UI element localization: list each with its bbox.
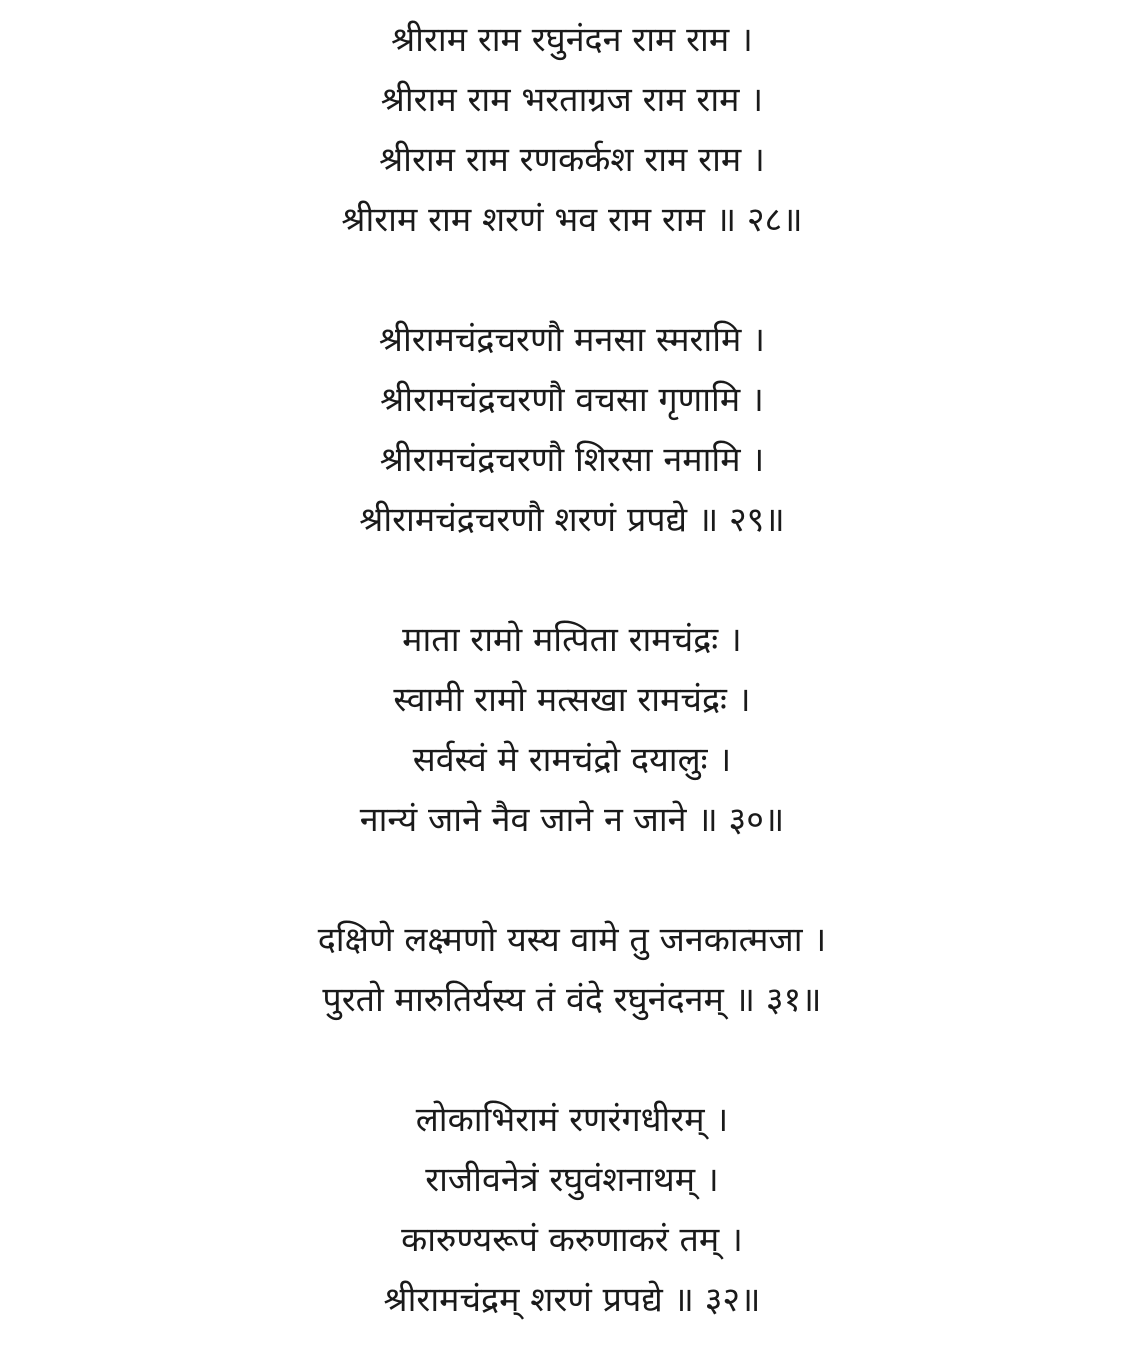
verse-line: नान्यं जाने नैव जाने न जाने ॥ ३०॥: [359, 800, 785, 840]
verse-line: पुरतो मारुतिर्यस्य तं वंदे रघुनंदनम् ॥ ३१॥: [322, 980, 822, 1020]
verse-line: श्रीराम राम रघुनंदन राम राम ।: [391, 20, 753, 60]
verse-line: राजीवनेत्रं रघुवंशनाथम् ।: [425, 1160, 719, 1200]
verse-line: श्रीरामचंद्रचरणौ मनसा स्मरामि ।: [378, 320, 766, 360]
verse-line: दक्षिणे लक्ष्मणो यस्य वामे तु जनकात्मजा ।: [317, 920, 827, 960]
verse-line: श्रीराम राम भरताग्रज राम राम ।: [380, 80, 764, 120]
verse-28: [0, 10, 1144, 250]
verse-31: [0, 910, 1144, 1030]
verse-line: श्रीराम राम रणकर्कश राम राम ।: [379, 140, 765, 180]
verse-line: सर्वस्वं मे रामचंद्रो दयालुः ।: [412, 740, 732, 780]
verse-line: स्वामी रामो मत्सखा रामचंद्रः ।: [393, 680, 751, 720]
document-page: [0, 10, 1144, 1330]
verse-30: [0, 610, 1144, 850]
verse-29: [0, 310, 1144, 550]
verse-line: लोकाभिरामं रणरंगधीरम् ।: [415, 1100, 729, 1140]
verse-32: [0, 1090, 1144, 1330]
verse-line: श्रीरामचंद्रचरणौ वचसा गृणामि ।: [380, 380, 764, 420]
verse-line: माता रामो मत्पिता रामचंद्रः ।: [402, 620, 742, 660]
verse-line: श्रीरामचंद्रम् शरणं प्रपद्ये ॥ ३२॥: [383, 1280, 761, 1320]
verse-line: श्रीरामचंद्रचरणौ शरणं प्रपद्ये ॥ २९॥: [359, 500, 785, 540]
verse-line: कारुण्यरूपं करुणाकरं तम् ।: [401, 1220, 743, 1260]
verse-line: श्रीरामचंद्रचरणौ शिरसा नमामि ।: [379, 440, 765, 480]
verse-line: श्रीराम राम शरणं भव राम राम ॥ २८॥: [341, 200, 803, 240]
